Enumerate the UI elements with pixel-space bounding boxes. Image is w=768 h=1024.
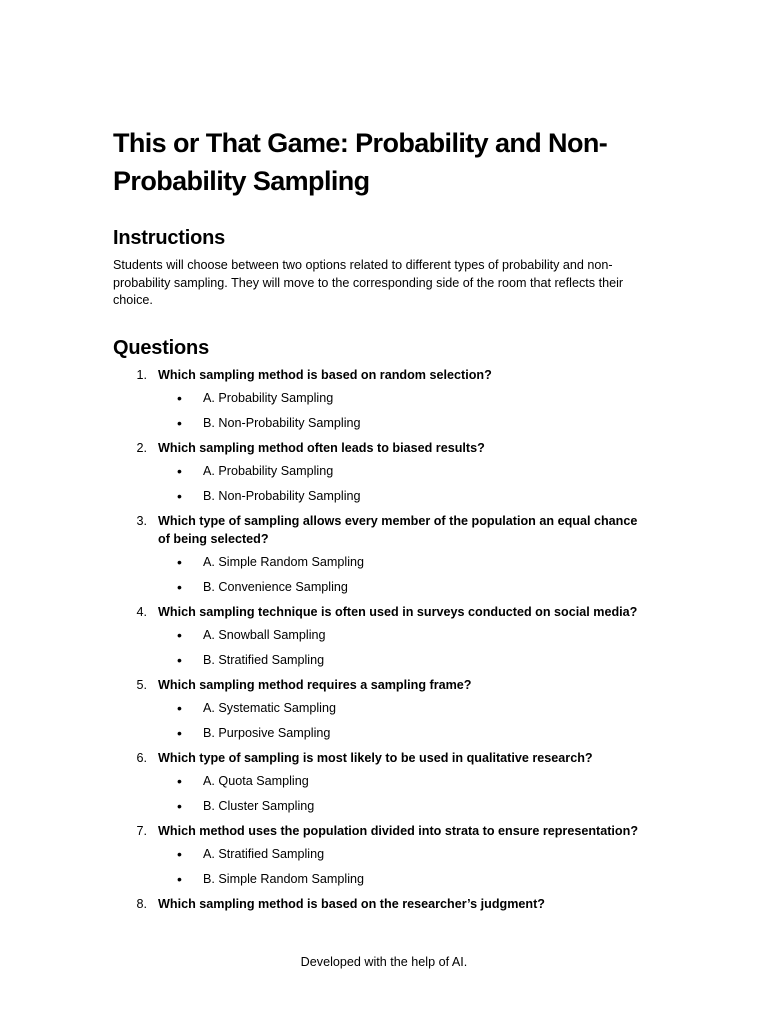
- answer-options: [113, 767, 653, 817]
- question-text: Which sampling method requires a sampling frame?: [158, 678, 472, 692]
- answer-option: [113, 457, 653, 482]
- bullet-icon: •: [177, 554, 182, 570]
- instructions-paragraph: Students will choose between two options related to different types of probability and non-probability sampling. They will move to the corresponding side of the room that reflects their choice.: [113, 258, 624, 307]
- answer-option: [113, 482, 653, 507]
- bullet-icon: •: [177, 652, 182, 668]
- answer-option-text: B. Non-Probability Sampling: [203, 489, 361, 503]
- answer-option-text: A. Quota Sampling: [203, 774, 309, 788]
- answer-option-text: A. Systematic Sampling: [203, 701, 336, 715]
- question-text: Which sampling method is based on random selection?: [158, 368, 492, 382]
- question-number: 8.: [136, 897, 147, 911]
- answer-option: [113, 384, 653, 409]
- bullet-icon: •: [177, 463, 182, 479]
- answer-option-text: B. Non-Probability Sampling: [203, 416, 361, 430]
- answer-option: [113, 865, 653, 890]
- bullet-icon: •: [177, 871, 182, 887]
- question-item: [113, 674, 653, 747]
- bullet-icon: •: [177, 488, 182, 504]
- question-item: [113, 437, 653, 510]
- answer-option-text: A. Simple Random Sampling: [203, 555, 364, 569]
- answer-options: [113, 694, 653, 744]
- question-item: [113, 364, 653, 437]
- question-number: 1.: [136, 368, 147, 382]
- answer-option-text: A. Probability Sampling: [203, 464, 334, 478]
- answer-option-text: B. Purposive Sampling: [203, 726, 331, 740]
- question-text: Which sampling method often leads to biased results?: [158, 441, 485, 455]
- answer-option: [113, 792, 653, 817]
- answer-option: [113, 719, 653, 744]
- bullet-icon: •: [177, 415, 182, 431]
- answer-option-text: B. Convenience Sampling: [203, 580, 348, 594]
- answer-option-text: B. Stratified Sampling: [203, 653, 325, 667]
- question-number: 5.: [136, 678, 147, 692]
- answer-option-text: B. Cluster Sampling: [203, 799, 315, 813]
- answer-options: [113, 457, 653, 507]
- question-number: 7.: [136, 824, 147, 838]
- bullet-icon: •: [177, 773, 182, 789]
- answer-option: [113, 767, 653, 792]
- instructions-heading: Instructions: [113, 227, 226, 249]
- questions-list: [113, 364, 653, 916]
- bullet-icon: •: [177, 390, 182, 406]
- bullet-icon: •: [177, 579, 182, 595]
- question-item: [113, 510, 653, 601]
- question-item: [113, 893, 653, 916]
- question-text: Which sampling technique is often used in surveys conducted on social media?: [158, 605, 638, 619]
- question-number: 4.: [136, 605, 147, 619]
- answer-option: [113, 409, 653, 434]
- bullet-icon: •: [177, 725, 182, 741]
- questions-heading: Questions: [113, 337, 209, 359]
- question-text: Which sampling method is based on the researcher’s judgment?: [158, 897, 545, 911]
- answer-option: [113, 646, 653, 671]
- bullet-icon: •: [177, 846, 182, 862]
- answer-options: [113, 621, 653, 671]
- answer-option-text: A. Probability Sampling: [203, 391, 334, 405]
- question-item: [113, 820, 653, 893]
- question-text: Which type of sampling allows every member of the population an equal chance of being selected?: [158, 514, 638, 546]
- question-item: [113, 747, 653, 820]
- question-number: 6.: [136, 751, 147, 765]
- bullet-icon: •: [177, 798, 182, 814]
- answer-option-text: A. Stratified Sampling: [203, 847, 325, 861]
- question-number: 3.: [136, 514, 147, 528]
- answer-option: [113, 621, 653, 646]
- page-title: This or That Game: Probability and Non-Probability Sampling: [113, 128, 608, 196]
- page-footer: Developed with the help of AI.: [300, 955, 468, 969]
- answer-option-text: A. Snowball Sampling: [203, 628, 326, 642]
- question-spacer: [113, 913, 653, 916]
- answer-option-text: B. Simple Random Sampling: [203, 872, 364, 886]
- bullet-icon: •: [177, 700, 182, 716]
- bullet-icon: •: [177, 627, 182, 643]
- question-text: Which method uses the population divided into strata to ensure representation?: [158, 824, 639, 838]
- question-number: 2.: [136, 441, 147, 455]
- answer-option: [113, 840, 653, 865]
- answer-option: [113, 694, 653, 719]
- answer-option: [113, 573, 653, 598]
- question-text: Which type of sampling is most likely to be used in qualitative research?: [158, 751, 593, 765]
- answer-options: [113, 548, 653, 598]
- answer-option: [113, 548, 653, 573]
- answer-options: [113, 840, 653, 890]
- answer-options: [113, 384, 653, 434]
- question-item: [113, 601, 653, 674]
